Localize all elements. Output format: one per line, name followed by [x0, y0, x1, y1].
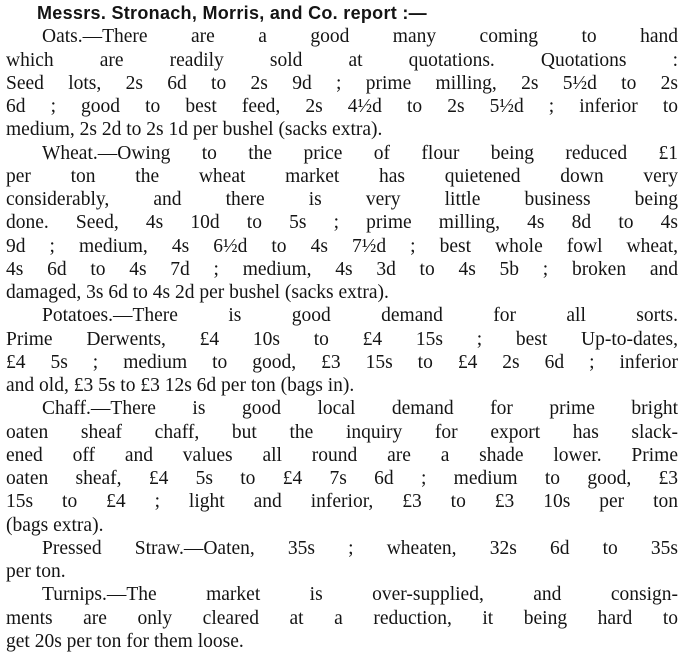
paragraph-line: get 20s per ton for them loose. — [6, 630, 244, 652]
paragraph-line: £4 5s ; medium to good, £3 15s to £4 2s 6d ; inferior — [6, 351, 678, 373]
paragraph-line: which are readily sold at quotations. Quotations : — [6, 49, 678, 71]
paragraph-line: per ton the wheat market has quietened down very — [6, 165, 678, 187]
paragraph-chaff — [6, 397, 678, 537]
paragraph-line: ened off and values all round are a shade lower. Prime — [6, 444, 678, 466]
paragraph-line: 4s 6d to 4s 7d ; medium, 4s 3d to 4s 5b ; broken and — [6, 258, 678, 280]
market-report-column — [6, 0, 678, 653]
paragraph-line: damaged, 3s 6d to 4s 2d per bushel (sacks extra). — [6, 282, 389, 303]
report-heading: Messrs. Stronach, Morris, and Co. report :— — [37, 3, 427, 23]
paragraph-line: considerably, and there is very little business being — [6, 189, 678, 210]
paragraph-line: Oats.—There are a good many coming to hand — [42, 26, 678, 48]
paragraph-potatoes — [6, 304, 678, 397]
paragraph-line: per ton. — [6, 561, 66, 582]
paragraph-pressed-straw — [6, 537, 678, 584]
paragraph-line: (bags extra). — [6, 514, 104, 536]
paragraph-line: oaten sheaf, £4 5s to £4 7s 6d ; medium to good, £3 — [6, 468, 678, 489]
paragraph-line: Seed lots, 2s 6d to 2s 9d ; prime milling, 2s 5½d to 2s — [6, 72, 678, 94]
paragraph-wheat — [6, 142, 678, 305]
paragraph-line: medium, 2s 2d to 2s 1d per bushel (sacks extra). — [6, 119, 383, 141]
paragraph-turnips — [6, 583, 678, 653]
paragraph-line: 9d ; medium, 4s 6½d to 4s 7½d ; best whole fowl wheat, — [6, 235, 678, 257]
paragraph-line: 6d ; good to best feed, 2s 4½d to 2s 5½d ; inferior to — [6, 96, 678, 117]
paragraph-line: Potatoes.—There is good demand for all sorts. — [42, 305, 678, 327]
paragraph-line: Chaff.—There is good local demand for prime bright — [42, 398, 678, 420]
paragraph-line: Wheat.—Owing to the price of flour being reduced £1 — [42, 142, 678, 164]
paragraph-oats — [6, 25, 678, 141]
paragraph-line: Turnips.—The market is over-supplied, and consign- — [42, 584, 678, 606]
report-body — [6, 25, 678, 653]
paragraph-line: Prime Derwents, £4 10s to £4 15s ; best Up-to-dates, — [6, 328, 678, 350]
paragraph-line: and old, £3 5s to £3 12s 6d per ton (bags in). — [6, 375, 355, 396]
paragraph-line: oaten sheaf chaff, but the inquiry for export has slack- — [6, 421, 678, 443]
paragraph-line: ments are only cleared at a reduction, it being hard to — [6, 607, 678, 629]
paragraph-line: done. Seed, 4s 10d to 5s ; prime milling, 4s 8d to 4s — [6, 212, 678, 234]
paragraph-line: 15s to £4 ; light and inferior, £3 to £3 10s per ton — [6, 491, 678, 513]
paragraph-line: Pressed Straw.—Oaten, 35s ; wheaten, 32s 6d to 35s — [42, 537, 678, 559]
